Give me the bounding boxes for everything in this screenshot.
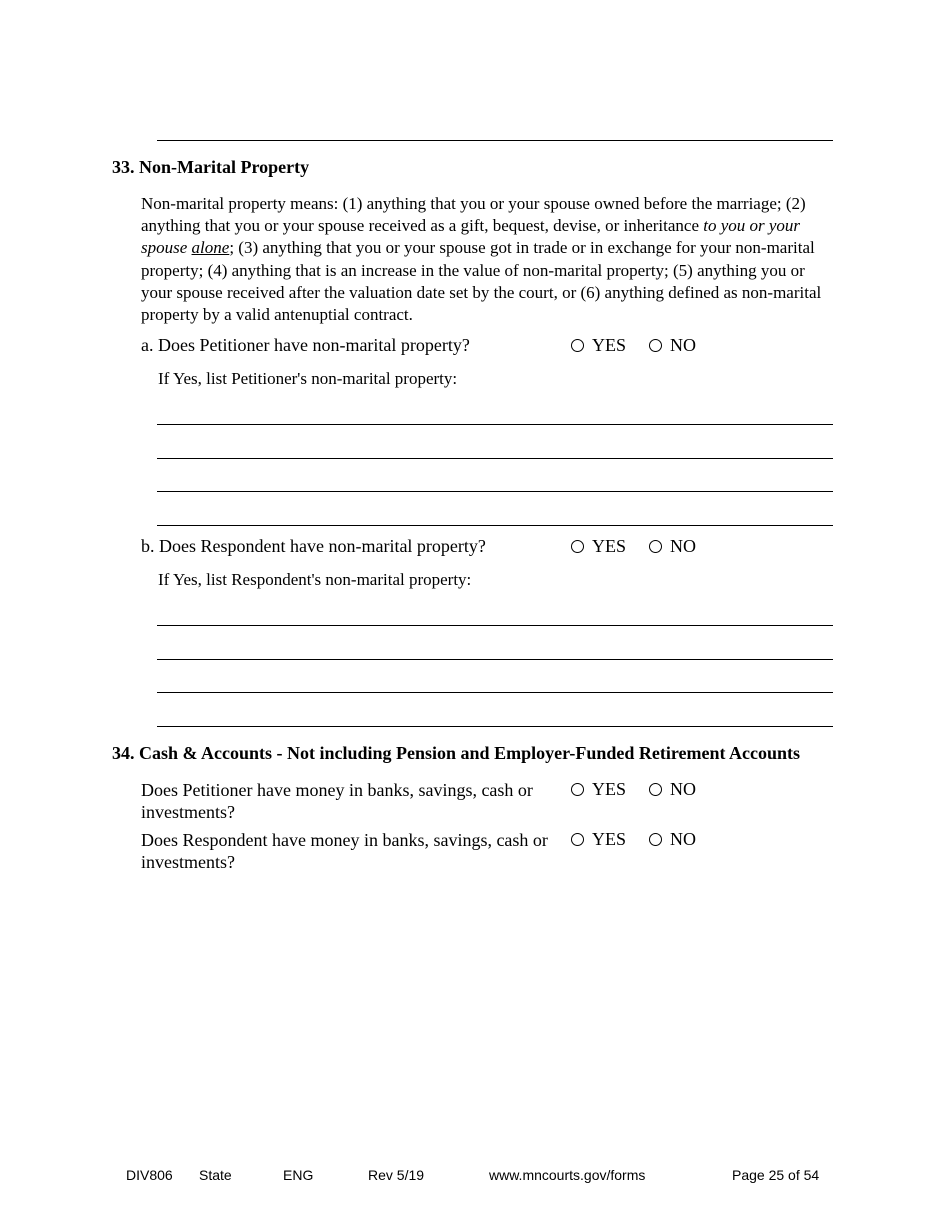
- top-divider: [157, 140, 833, 141]
- list-b-prompt: If Yes, list Respondent's non-marital property:: [158, 570, 472, 589]
- petitioner-property-line-2[interactable]: [157, 458, 833, 459]
- petitioner-cash-yes-option[interactable]: YES: [571, 779, 626, 800]
- petitioner-cash-no-option[interactable]: NO: [649, 779, 696, 800]
- section-33-title: 33. Non-Marital Property: [112, 157, 310, 177]
- radio-icon[interactable]: [649, 339, 662, 352]
- section-34-title: 34. Cash & Accounts - Not including Pension and Employer-Funded Retirement Accounts: [112, 743, 801, 763]
- footer-form-id: DIV806: [126, 1167, 173, 1183]
- respondent-property-line-4[interactable]: [157, 726, 833, 727]
- question-b-respondent: b. Does Respondent have non-marital property?: [141, 536, 486, 556]
- radio-icon[interactable]: [649, 540, 662, 553]
- footer-language: ENG: [283, 1167, 314, 1183]
- respondent-cash-no-option[interactable]: NO: [649, 829, 696, 850]
- non-marital-definition: Non-marital property means: (1) anything that you or your spouse owned before the marriage; (2) anything that you or your spouse received as a gift, bequest, devise, or inheritance to you or your spouse alone; (3) anything that you or your spouse got in trade or in exchange for your non-marital property; (4) anything that is an increase in the value of non-marital property; (5) anything you or your spouse received after the valuation date set by the court, or (6) anything defined as non-marital property by a valid antenuptial contract.: [141, 194, 822, 325]
- question-petitioner-cash: Does Petitioner have money in banks, savings, cash or investments?: [141, 780, 533, 822]
- petitioner-property-line-1[interactable]: [157, 424, 833, 425]
- radio-icon[interactable]: [571, 783, 584, 796]
- radio-icon[interactable]: [649, 833, 662, 846]
- petitioner-property-line-4[interactable]: [157, 525, 833, 526]
- footer-url[interactable]: www.mncourts.gov/forms: [489, 1167, 646, 1183]
- footer-revision: Rev 5/19: [368, 1167, 425, 1183]
- question-b-yes-option[interactable]: YES: [571, 536, 626, 557]
- question-a-yes-option[interactable]: YES: [571, 335, 626, 356]
- respondent-property-line-3[interactable]: [157, 692, 833, 693]
- question-b-no-option[interactable]: NO: [649, 536, 696, 557]
- radio-icon[interactable]: [649, 783, 662, 796]
- respondent-property-line-2[interactable]: [157, 659, 833, 660]
- question-a-no-option[interactable]: NO: [649, 335, 696, 356]
- footer-jurisdiction: State: [199, 1167, 232, 1183]
- petitioner-property-line-3[interactable]: [157, 491, 833, 492]
- radio-icon[interactable]: [571, 833, 584, 846]
- question-respondent-cash: Does Respondent have money in banks, savings, cash or investments?: [141, 830, 548, 872]
- radio-icon[interactable]: [571, 540, 584, 553]
- respondent-property-line-1[interactable]: [157, 625, 833, 626]
- respondent-cash-yes-option[interactable]: YES: [571, 829, 626, 850]
- question-a-petitioner: a. Does Petitioner have non-marital property?: [141, 335, 470, 355]
- radio-icon[interactable]: [571, 339, 584, 352]
- list-a-prompt: If Yes, list Petitioner's non-marital property:: [158, 369, 458, 388]
- footer-page-number: Page 25 of 54: [732, 1167, 820, 1183]
